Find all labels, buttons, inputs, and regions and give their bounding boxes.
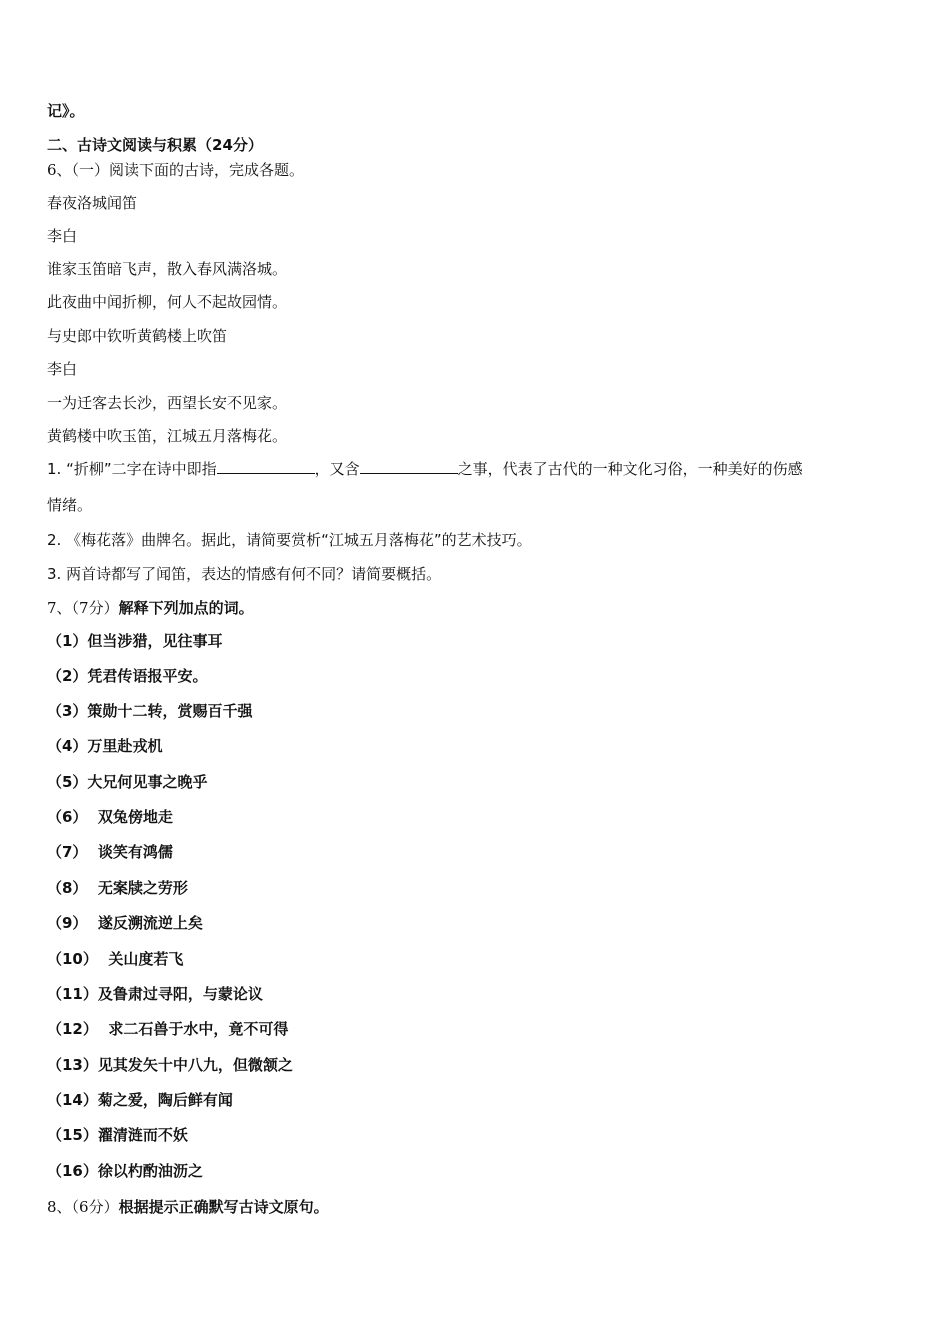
q7-item: （3）策勋十二转，赏赐百千强 [47,702,253,720]
q7-item: （14）菊之爱，陶后鲜有闻 [47,1091,233,1109]
sub1-text: 之事，代表了古代的一种文化习俗，一种美好的伤感 [457,460,803,478]
poem1-title: 春夜洛城闻笛 [47,194,138,212]
q7-item: （16）徐以杓酌油沥之 [47,1162,203,1180]
q7-item: （8） 无案牍之劳形 [47,879,188,897]
poem1-line: 谁家玉笛暗飞声，散入春风满洛城。 [47,260,288,278]
q7-item: （11）及鲁肃过寻阳，与蒙论议 [47,985,263,1003]
section-title: 二、古诗文阅读与积累（24分） [47,136,263,154]
q7-heading [47,598,254,618]
poem2-line: 一为迁客去长沙，西望长安不见家。 [47,394,288,412]
q7-item: （10） 关山度若飞 [47,950,184,968]
q8-heading [47,1197,329,1217]
q6-sub2: 2. 《梅花落》曲牌名。据此，请简要赏析“江城五月落梅花”的艺术技巧。 [47,531,532,549]
poem2-title: 与史郎中钦听黄鹤楼上吹笛 [47,327,228,345]
q7-item: （15）濯清涟而不妖 [47,1126,188,1144]
q8-title: 根据提示正确默写古诗文原句。 [118,1198,329,1216]
q6-intro: 6、（一）阅读下面的古诗，完成各题。 [47,161,305,179]
answer-blank[interactable] [217,459,315,474]
q7-item: （6） 双兔傍地走 [47,808,173,826]
poem2-line: 黄鹤楼中吹玉笛，江城五月落梅花。 [47,427,288,445]
top-fragment: 记》。 [47,102,85,120]
poem1-line: 此夜曲中闻折柳，何人不起故园情。 [47,293,288,311]
q7-item: （5）大兄何见事之晚乎 [47,773,208,791]
q7-item: （1）但当涉猎，见往事耳 [47,632,223,650]
q8-prefix: 8、（6分） [47,1198,119,1216]
q6-sub1-cont: 情绪。 [47,496,93,514]
q6-sub1 [47,459,803,479]
q7-item: （9） 遂反溯流逆上矣 [47,914,203,932]
q6-sub3: 3. 两首诗都写了闻笛，表达的情感有何不同？请简要概括。 [47,565,442,583]
sub1-text: ，又含 [314,460,360,478]
q7-item: （13）见其发矢十中八九，但微颔之 [47,1056,293,1074]
poem1-author: 李白 [47,227,78,245]
poem2-author: 李白 [47,360,78,378]
answer-blank[interactable] [360,459,458,474]
sub1-text: 1. “折柳”二字在诗中即指 [47,460,217,478]
q7-title: 解释下列加点的词。 [118,599,254,617]
q7-prefix: 7、（7分） [47,599,119,617]
q7-item: （7） 谈笑有鸿儒 [47,843,173,861]
q7-item: （4）万里赴戎机 [47,737,163,755]
q7-item: （12） 求二石兽于水中，竟不可得 [47,1020,289,1038]
q7-item: （2）凭君传语报平安。 [47,667,208,685]
